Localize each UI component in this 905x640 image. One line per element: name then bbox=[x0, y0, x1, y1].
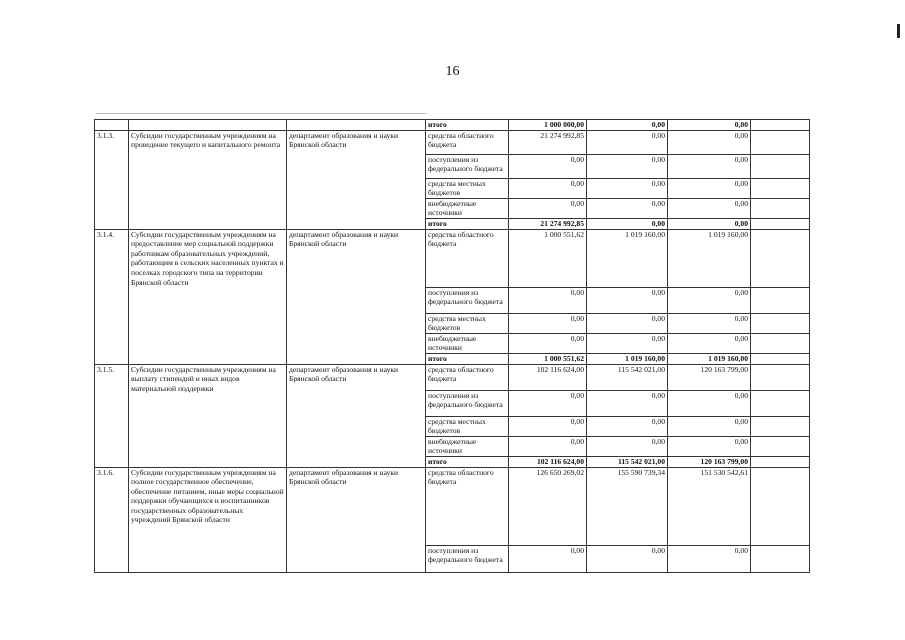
funding-source: средства местных бюджетов bbox=[426, 178, 509, 198]
amount-cell: 155 590 739,34 bbox=[587, 467, 668, 545]
amount-cell: 0,00 bbox=[587, 545, 668, 572]
executor: департамент образования и науки Брянской области bbox=[287, 130, 426, 229]
amount-cell: 0,00 bbox=[668, 287, 751, 313]
funding-source: средства областного бюджета bbox=[426, 130, 509, 154]
amount-cell: 0,00 bbox=[668, 390, 751, 416]
amount-cell: 0,00 bbox=[668, 178, 751, 198]
empty-cell bbox=[287, 120, 426, 131]
empty-cell bbox=[751, 390, 810, 416]
empty-cell bbox=[751, 436, 810, 456]
item-name: Субсидии государственным учреждениям на полное государственное обеспечение, обеспечение питанием, иные меры социальной поддержки обучающихся и воспитанников государственных образовательных учреждений Брянской области bbox=[129, 467, 287, 572]
amount-cell: 126 650 269,02 bbox=[509, 467, 587, 545]
funding-source: средства областного бюджета bbox=[426, 364, 509, 390]
amount-cell: 0,00 bbox=[668, 154, 751, 178]
empty-cell bbox=[751, 456, 810, 467]
total-label: итого bbox=[426, 353, 509, 364]
budget-table bbox=[94, 119, 810, 573]
amount-cell: 0,00 bbox=[668, 130, 751, 154]
funding-source: средства местных бюджетов bbox=[426, 313, 509, 333]
funding-source: внебюджетные источники bbox=[426, 198, 509, 218]
funding-source: поступления из федерального бюджета bbox=[426, 545, 509, 572]
table-row bbox=[95, 130, 810, 154]
executor: департамент образования и науки Брянской области bbox=[287, 467, 426, 572]
funding-source: внебюджетные источники bbox=[426, 333, 509, 353]
empty-cell bbox=[751, 467, 810, 545]
empty-cell bbox=[751, 545, 810, 572]
empty-cell bbox=[95, 120, 129, 131]
amount-cell: 151 530 542,61 bbox=[668, 467, 751, 545]
amount-cell: 0,00 bbox=[668, 198, 751, 218]
empty-cell bbox=[751, 287, 810, 313]
amount-cell: 0,00 bbox=[587, 333, 668, 353]
amount-cell: 102 116 624,00 bbox=[509, 456, 587, 467]
item-name: Субсидии государственным учреждениям на выплату стипендий и иных видов материальной поддержки bbox=[129, 364, 287, 467]
table-row bbox=[95, 229, 810, 287]
amount-cell: 0,00 bbox=[509, 545, 587, 572]
item-name: Субсидии государственным учреждениям на проведение текущего и капитального ремонта bbox=[129, 130, 287, 229]
amount-cell: 102 116 624,00 bbox=[509, 364, 587, 390]
empty-cell bbox=[751, 416, 810, 436]
amount-cell: 21 274 992,85 bbox=[509, 218, 587, 229]
amount-cell: 0,00 bbox=[509, 436, 587, 456]
amount-cell: 0,00 bbox=[587, 313, 668, 333]
empty-cell bbox=[751, 333, 810, 353]
amount-cell: 120 163 799,00 bbox=[668, 364, 751, 390]
funding-source: средства областного бюджета bbox=[426, 229, 509, 287]
amount-cell: 120 163 799,00 bbox=[668, 456, 751, 467]
amount-cell: 0,00 bbox=[668, 436, 751, 456]
amount-cell: 0,00 bbox=[587, 218, 668, 229]
amount-cell: 0,00 bbox=[509, 198, 587, 218]
amount-cell: 0,00 bbox=[587, 154, 668, 178]
amount-cell: 0,00 bbox=[509, 390, 587, 416]
amount-cell: 1 019 160,00 bbox=[668, 353, 751, 364]
table-row bbox=[95, 120, 810, 131]
empty-cell bbox=[751, 353, 810, 364]
amount-cell: 1 019 160,00 bbox=[587, 229, 668, 287]
amount-cell: 1 000 551,62 bbox=[509, 229, 587, 287]
amount-cell: 0,00 bbox=[587, 198, 668, 218]
total-label: итого bbox=[426, 456, 509, 467]
funding-source: поступления из федерального бюджета bbox=[426, 390, 509, 416]
amount-cell: 0,00 bbox=[587, 130, 668, 154]
item-name: Субсидии государственным учреждениям на предоставление мер социальной поддержки работникам образовательных учреждений, работающим в сельских населенных пунктах и поселках городского типа на территории Брянской области bbox=[129, 229, 287, 364]
amount-cell: 0,00 bbox=[509, 287, 587, 313]
funding-source: внебюджетные источники bbox=[426, 436, 509, 456]
table-body bbox=[95, 120, 810, 573]
empty-cell bbox=[751, 120, 810, 131]
amount-cell: 1 000 000,00 bbox=[509, 120, 587, 131]
amount-cell: 0,00 bbox=[668, 313, 751, 333]
amount-cell: 1 019 160,00 bbox=[668, 229, 751, 287]
funding-source: средства областного бюджета bbox=[426, 467, 509, 545]
amount-cell: 0,00 bbox=[668, 545, 751, 572]
item-code: 3.1.5. bbox=[95, 364, 129, 467]
amount-cell: 115 542 021,00 bbox=[587, 364, 668, 390]
amount-cell: 0,00 bbox=[587, 436, 668, 456]
table-row bbox=[95, 467, 810, 545]
amount-cell: 0,00 bbox=[587, 416, 668, 436]
page-number: 16 bbox=[445, 64, 460, 79]
empty-cell bbox=[751, 178, 810, 198]
amount-cell: 0,00 bbox=[509, 313, 587, 333]
executor: департамент образования и науки Брянской области bbox=[287, 229, 426, 364]
amount-cell: 0,00 bbox=[668, 120, 751, 131]
amount-cell: 1 000 551,62 bbox=[509, 353, 587, 364]
amount-cell: 21 274 992,85 bbox=[509, 130, 587, 154]
empty-cell bbox=[751, 218, 810, 229]
empty-cell bbox=[751, 198, 810, 218]
funding-source: поступления из федерального бюджета bbox=[426, 154, 509, 178]
executor: департамент образования и науки Брянской области bbox=[287, 364, 426, 467]
item-code: 3.1.4. bbox=[95, 229, 129, 364]
amount-cell: 0,00 bbox=[587, 178, 668, 198]
empty-cell bbox=[129, 120, 287, 131]
amount-cell: 0,00 bbox=[668, 218, 751, 229]
amount-cell: 0,00 bbox=[587, 390, 668, 416]
amount-cell: 115 542 021,00 bbox=[587, 456, 668, 467]
amount-cell: 0,00 bbox=[509, 178, 587, 198]
table-row bbox=[95, 364, 810, 390]
amount-cell: 0,00 bbox=[509, 154, 587, 178]
funding-source: поступления из федерального бюджета bbox=[426, 287, 509, 313]
empty-cell bbox=[751, 313, 810, 333]
scan-mark bbox=[897, 24, 900, 38]
funding-source: средства местных бюджетов bbox=[426, 416, 509, 436]
empty-cell bbox=[751, 154, 810, 178]
amount-cell: 1 019 160,00 bbox=[587, 353, 668, 364]
amount-cell: 0,00 bbox=[509, 333, 587, 353]
empty-cell bbox=[751, 364, 810, 390]
amount-cell: 0,00 bbox=[509, 416, 587, 436]
total-label: итого bbox=[426, 120, 509, 131]
empty-cell bbox=[751, 130, 810, 154]
amount-cell: 0,00 bbox=[587, 287, 668, 313]
empty-cell bbox=[751, 229, 810, 287]
total-label: итого bbox=[426, 218, 509, 229]
amount-cell: 0,00 bbox=[668, 333, 751, 353]
amount-cell: 0,00 bbox=[668, 416, 751, 436]
item-code: 3.1.3. bbox=[95, 130, 129, 229]
item-code: 3.1.6. bbox=[95, 467, 129, 572]
scan-dash bbox=[96, 113, 426, 114]
amount-cell: 0,00 bbox=[587, 120, 668, 131]
